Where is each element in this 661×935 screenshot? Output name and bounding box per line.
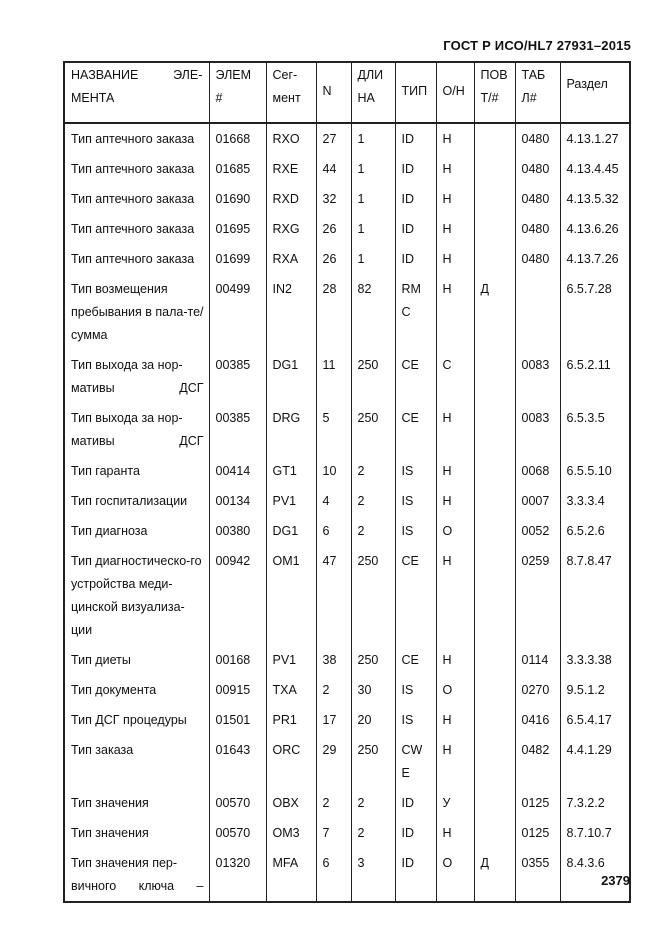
cell-on: Н (436, 403, 474, 456)
cell-tabl: 0480 (515, 184, 560, 214)
cell-razdel: 8.7.8.47 (560, 546, 630, 645)
cell-razdel: 3.3.3.38 (560, 645, 630, 675)
table-row (64, 516, 630, 546)
cell-segment: PV1 (266, 486, 316, 516)
cell-segment: GT1 (266, 456, 316, 486)
cell-name: Тип аптечного заказа (64, 184, 209, 214)
cell-elem: 00168 (209, 645, 266, 675)
cell-name: Тип аптечного заказа (64, 154, 209, 184)
cell-razdel: 7.3.2.2 (560, 788, 630, 818)
cell-n: 26 (316, 214, 351, 244)
cell-pov: Д (474, 848, 515, 902)
cell-n: 7 (316, 818, 351, 848)
cell-on: Н (436, 154, 474, 184)
cell-type: CW E (395, 735, 436, 788)
cell-elem: 01320 (209, 848, 266, 902)
cell-razdel: 6.5.5.10 (560, 456, 630, 486)
column-header-tabl: ТАБ Л# (515, 62, 560, 123)
cell-length: 250 (351, 645, 395, 675)
cell-tabl: 0068 (515, 456, 560, 486)
table-row (64, 735, 630, 788)
cell-n: 29 (316, 735, 351, 788)
cell-razdel: 9.5.1.2 (560, 675, 630, 705)
cell-pov (474, 735, 515, 788)
cell-pov (474, 705, 515, 735)
cell-elem: 00570 (209, 788, 266, 818)
cell-length: 1 (351, 244, 395, 274)
cell-n: 6 (316, 848, 351, 902)
cell-segment: MFA (266, 848, 316, 902)
cell-segment: RXD (266, 184, 316, 214)
cell-on: Н (436, 705, 474, 735)
cell-razdel: 4.13.7.26 (560, 244, 630, 274)
cell-name: Тип аптечного заказа (64, 214, 209, 244)
cell-pov (474, 244, 515, 274)
cell-pov (474, 154, 515, 184)
table-row (64, 675, 630, 705)
column-header-elem: ЭЛЕМ # (209, 62, 266, 123)
cell-name: Тип выхода за нор-мативы ДСГ (64, 403, 209, 456)
cell-segment: RXG (266, 214, 316, 244)
cell-type: IS (395, 516, 436, 546)
cell-type: ID (395, 848, 436, 902)
cell-pov (474, 214, 515, 244)
cell-on: Н (436, 735, 474, 788)
cell-name: Тип диеты (64, 645, 209, 675)
document-header: ГОСТ Р ИСО/HL7 27931–2015 (443, 38, 631, 53)
cell-type: ID (395, 154, 436, 184)
cell-length: 2 (351, 818, 395, 848)
column-header-type: ТИП (395, 62, 436, 123)
cell-length: 2 (351, 516, 395, 546)
cell-tabl (515, 274, 560, 350)
cell-type: ID (395, 214, 436, 244)
cell-length: 20 (351, 705, 395, 735)
cell-on: Н (436, 184, 474, 214)
cell-type: CE (395, 645, 436, 675)
cell-type: IS (395, 705, 436, 735)
cell-type: CE (395, 350, 436, 403)
cell-segment: OBX (266, 788, 316, 818)
cell-elem: 00570 (209, 818, 266, 848)
cell-name: Тип ДСГ процедуры (64, 705, 209, 735)
cell-type: ID (395, 123, 436, 154)
cell-razdel: 6.5.3.5 (560, 403, 630, 456)
cell-length: 250 (351, 546, 395, 645)
cell-pov (474, 486, 515, 516)
cell-n: 11 (316, 350, 351, 403)
cell-razdel: 6.5.7.28 (560, 274, 630, 350)
cell-name: Тип документа (64, 675, 209, 705)
cell-length: 1 (351, 184, 395, 214)
cell-razdel: 4.4.1.29 (560, 735, 630, 788)
cell-length: 250 (351, 735, 395, 788)
cell-n: 4 (316, 486, 351, 516)
cell-segment: ORC (266, 735, 316, 788)
cell-length: 2 (351, 486, 395, 516)
cell-n: 6 (316, 516, 351, 546)
column-header-name: НАЗВАНИЕ ЭЛЕ- МЕНТА (64, 62, 209, 123)
cell-name: Тип диагноза (64, 516, 209, 546)
table-row (64, 546, 630, 645)
page-number: 2379 (601, 873, 630, 888)
table-row (64, 350, 630, 403)
cell-length: 250 (351, 350, 395, 403)
cell-on: Н (436, 645, 474, 675)
cell-type: IS (395, 456, 436, 486)
cell-length: 1 (351, 123, 395, 154)
cell-elem: 00942 (209, 546, 266, 645)
cell-elem: 01643 (209, 735, 266, 788)
cell-tabl: 0125 (515, 818, 560, 848)
cell-segment: RXO (266, 123, 316, 154)
column-header-length: ДЛИ НА (351, 62, 395, 123)
cell-n: 2 (316, 788, 351, 818)
cell-segment: PR1 (266, 705, 316, 735)
table-row (64, 848, 630, 902)
column-header-pov: ПОВ Т/# (474, 62, 515, 123)
column-header-segment: Сег- мент (266, 62, 316, 123)
cell-type: RM C (395, 274, 436, 350)
cell-on: Н (436, 244, 474, 274)
cell-elem: 01690 (209, 184, 266, 214)
cell-name: Тип значения (64, 788, 209, 818)
column-header-n: N (316, 62, 351, 123)
cell-on: Н (436, 456, 474, 486)
cell-elem: 00915 (209, 675, 266, 705)
cell-segment: OM1 (266, 546, 316, 645)
cell-name: Тип значения пер-вичного ключа – (64, 848, 209, 902)
cell-razdel: 4.13.1.27 (560, 123, 630, 154)
table-row (64, 403, 630, 456)
cell-n: 44 (316, 154, 351, 184)
cell-length: 30 (351, 675, 395, 705)
cell-tabl: 0480 (515, 214, 560, 244)
cell-elem: 01699 (209, 244, 266, 274)
cell-tabl: 0114 (515, 645, 560, 675)
table-row (64, 486, 630, 516)
cell-on: О (436, 675, 474, 705)
cell-type: IS (395, 486, 436, 516)
table-row (64, 154, 630, 184)
table-row (64, 244, 630, 274)
cell-pov (474, 403, 515, 456)
cell-on: Н (436, 546, 474, 645)
cell-tabl: 0482 (515, 735, 560, 788)
cell-tabl: 0125 (515, 788, 560, 818)
elements-table (63, 61, 631, 903)
cell-segment: IN2 (266, 274, 316, 350)
cell-elem: 00385 (209, 403, 266, 456)
table-row (64, 705, 630, 735)
cell-n: 32 (316, 184, 351, 214)
cell-elem: 01501 (209, 705, 266, 735)
cell-length: 1 (351, 154, 395, 184)
cell-tabl: 0259 (515, 546, 560, 645)
cell-elem: 00380 (209, 516, 266, 546)
cell-length: 82 (351, 274, 395, 350)
cell-tabl: 0480 (515, 123, 560, 154)
cell-name: Тип выхода за нор-мативы ДСГ (64, 350, 209, 403)
cell-n: 47 (316, 546, 351, 645)
cell-razdel: 8.7.10.7 (560, 818, 630, 848)
cell-on: О (436, 516, 474, 546)
cell-pov (474, 788, 515, 818)
cell-on: Н (436, 818, 474, 848)
cell-n: 17 (316, 705, 351, 735)
cell-n: 5 (316, 403, 351, 456)
cell-n: 28 (316, 274, 351, 350)
cell-pov (474, 675, 515, 705)
cell-elem: 01668 (209, 123, 266, 154)
cell-segment: RXA (266, 244, 316, 274)
cell-pov (474, 645, 515, 675)
cell-on: У (436, 788, 474, 818)
table-row (64, 456, 630, 486)
cell-length: 2 (351, 456, 395, 486)
cell-elem: 00385 (209, 350, 266, 403)
table-row (64, 184, 630, 214)
cell-segment: OM3 (266, 818, 316, 848)
cell-type: CE (395, 546, 436, 645)
cell-elem: 00414 (209, 456, 266, 486)
column-header-on: О/Н (436, 62, 474, 123)
cell-segment: PV1 (266, 645, 316, 675)
cell-name: Тип гаранта (64, 456, 209, 486)
cell-razdel: 6.5.2.11 (560, 350, 630, 403)
cell-type: ID (395, 244, 436, 274)
cell-segment: DRG (266, 403, 316, 456)
cell-type: ID (395, 818, 436, 848)
cell-name: Тип диагностическо-го устройства меди-цинской визуализа-ции (64, 546, 209, 645)
cell-pov (474, 818, 515, 848)
cell-type: ID (395, 788, 436, 818)
cell-on: О (436, 848, 474, 902)
cell-name: Тип заказа (64, 735, 209, 788)
cell-type: IS (395, 675, 436, 705)
cell-name: Тип аптечного заказа (64, 123, 209, 154)
cell-length: 2 (351, 788, 395, 818)
cell-tabl: 0416 (515, 705, 560, 735)
cell-name: Тип значения (64, 818, 209, 848)
cell-on: Н (436, 274, 474, 350)
cell-razdel: 3.3.3.4 (560, 486, 630, 516)
cell-razdel: 4.13.5.32 (560, 184, 630, 214)
cell-type: ID (395, 184, 436, 214)
cell-razdel: 6.5.2.6 (560, 516, 630, 546)
cell-on: Н (436, 486, 474, 516)
cell-tabl: 0480 (515, 154, 560, 184)
cell-elem: 01695 (209, 214, 266, 244)
cell-pov: Д (474, 274, 515, 350)
cell-name: Тип возмещения пребывания в пала-те/сумма (64, 274, 209, 350)
cell-on: Н (436, 214, 474, 244)
column-header-razdel: Раздел (560, 62, 630, 123)
cell-pov (474, 456, 515, 486)
cell-razdel: 6.5.4.17 (560, 705, 630, 735)
table-row (64, 818, 630, 848)
table-row (64, 123, 630, 154)
cell-n: 26 (316, 244, 351, 274)
cell-razdel: 4.13.6.26 (560, 214, 630, 244)
cell-length: 250 (351, 403, 395, 456)
cell-n: 38 (316, 645, 351, 675)
table-row (64, 274, 630, 350)
cell-pov (474, 123, 515, 154)
cell-n: 2 (316, 675, 351, 705)
cell-segment: TXA (266, 675, 316, 705)
cell-elem: 00499 (209, 274, 266, 350)
cell-n: 27 (316, 123, 351, 154)
table-row (64, 214, 630, 244)
cell-segment: RXE (266, 154, 316, 184)
cell-length: 3 (351, 848, 395, 902)
cell-pov (474, 184, 515, 214)
cell-segment: DG1 (266, 516, 316, 546)
cell-on: Н (436, 123, 474, 154)
cell-length: 1 (351, 214, 395, 244)
cell-tabl: 0083 (515, 350, 560, 403)
cell-razdel: 4.13.4.45 (560, 154, 630, 184)
cell-tabl: 0480 (515, 244, 560, 274)
cell-elem: 00134 (209, 486, 266, 516)
cell-tabl: 0007 (515, 486, 560, 516)
cell-type: CE (395, 403, 436, 456)
table-header-row (64, 62, 630, 123)
cell-segment: DG1 (266, 350, 316, 403)
table-row (64, 645, 630, 675)
cell-pov (474, 350, 515, 403)
cell-name: Тип аптечного заказа (64, 244, 209, 274)
table-row (64, 788, 630, 818)
cell-elem: 01685 (209, 154, 266, 184)
cell-tabl: 0052 (515, 516, 560, 546)
cell-pov (474, 546, 515, 645)
cell-razdel: 8.4.3.6 (560, 848, 630, 902)
cell-pov (474, 516, 515, 546)
cell-tabl: 0270 (515, 675, 560, 705)
cell-tabl: 0355 (515, 848, 560, 902)
cell-on: С (436, 350, 474, 403)
cell-tabl: 0083 (515, 403, 560, 456)
cell-n: 10 (316, 456, 351, 486)
cell-name: Тип госпитализации (64, 486, 209, 516)
